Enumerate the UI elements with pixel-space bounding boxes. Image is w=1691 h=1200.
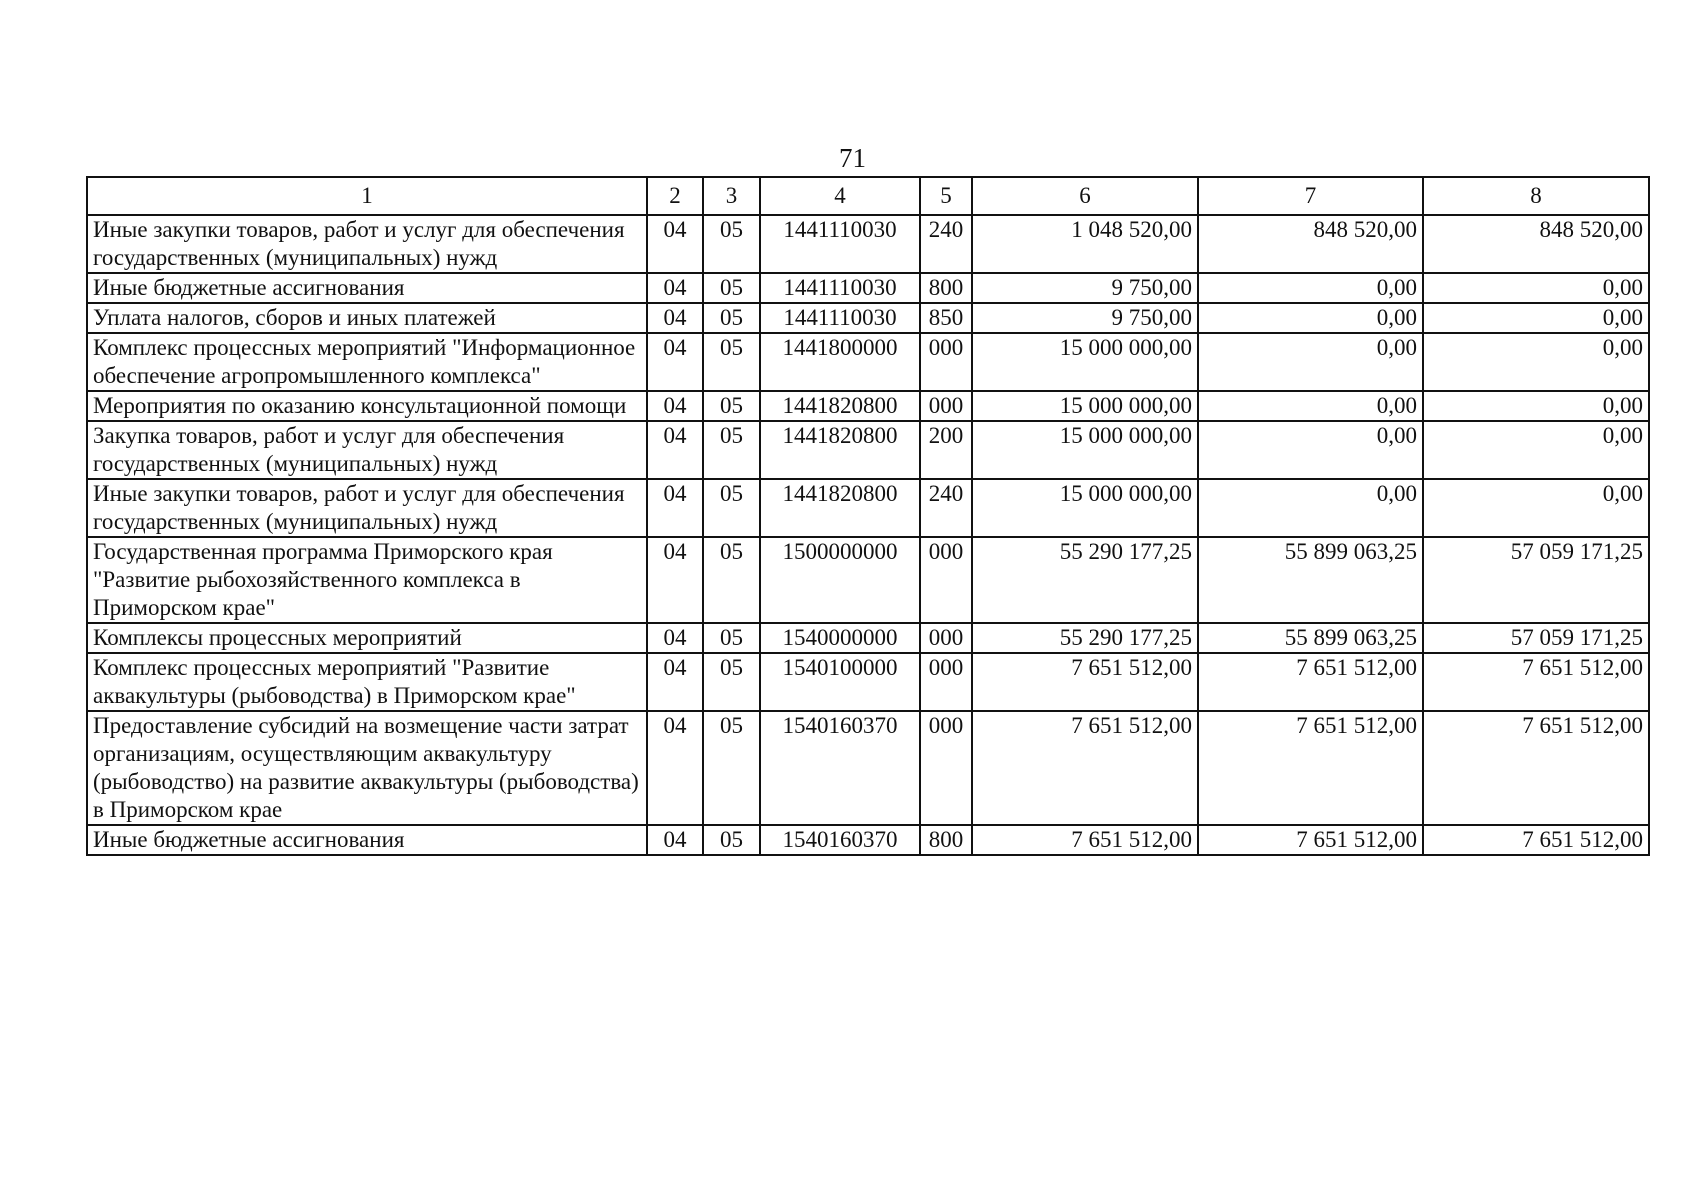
amount-col-6: 1 048 520,00 [972, 215, 1198, 273]
expense-type-code: 800 [920, 273, 972, 303]
expense-name: Комплекс процессных мероприятий "Информационное обеспечение агропромышленного комплекса" [87, 333, 647, 391]
column-header-2: 2 [647, 177, 703, 215]
expense-type-code: 000 [920, 711, 972, 825]
amount-col-8: 7 651 512,00 [1423, 653, 1649, 711]
section-code: 04 [647, 421, 703, 479]
expense-type-code: 000 [920, 537, 972, 623]
page-number: 71 [839, 143, 866, 173]
amount-col-7: 0,00 [1198, 303, 1423, 333]
target-code: 1500000000 [760, 537, 920, 623]
amount-col-8: 57 059 171,25 [1423, 623, 1649, 653]
amount-col-7: 55 899 063,25 [1198, 623, 1423, 653]
amount-col-6: 15 000 000,00 [972, 479, 1198, 537]
expense-type-code: 240 [920, 215, 972, 273]
amount-col-8: 0,00 [1423, 391, 1649, 421]
subsection-code: 05 [703, 333, 760, 391]
amount-col-8: 7 651 512,00 [1423, 711, 1649, 825]
amount-col-7: 0,00 [1198, 421, 1423, 479]
amount-col-7: 0,00 [1198, 333, 1423, 391]
table-row [87, 273, 1649, 303]
section-code: 04 [647, 333, 703, 391]
subsection-code: 05 [703, 653, 760, 711]
expense-name: Комплекс процессных мероприятий "Развитие аквакультуры (рыбоводства) в Приморском крае" [87, 653, 647, 711]
expense-type-code: 000 [920, 653, 972, 711]
target-code: 1441820800 [760, 421, 920, 479]
amount-col-7: 7 651 512,00 [1198, 825, 1423, 855]
table-row [87, 537, 1649, 623]
amount-col-6: 7 651 512,00 [972, 711, 1198, 825]
expense-type-code: 000 [920, 333, 972, 391]
table-row [87, 825, 1649, 855]
expense-name: Иные бюджетные ассигнования [87, 825, 647, 855]
expense-name: Уплата налогов, сборов и иных платежей [87, 303, 647, 333]
amount-col-6: 7 651 512,00 [972, 653, 1198, 711]
subsection-code: 05 [703, 273, 760, 303]
amount-col-7: 848 520,00 [1198, 215, 1423, 273]
expense-type-code: 200 [920, 421, 972, 479]
expense-type-code: 000 [920, 391, 972, 421]
subsection-code: 05 [703, 479, 760, 537]
expense-type-code: 850 [920, 303, 972, 333]
amount-col-7: 0,00 [1198, 479, 1423, 537]
expense-name: Закупка товаров, работ и услуг для обеспечения государственных (муниципальных) нужд [87, 421, 647, 479]
budget-table [86, 176, 1650, 856]
subsection-code: 05 [703, 421, 760, 479]
amount-col-6: 55 290 177,25 [972, 537, 1198, 623]
subsection-code: 05 [703, 391, 760, 421]
amount-col-8: 848 520,00 [1423, 215, 1649, 273]
amount-col-7: 7 651 512,00 [1198, 653, 1423, 711]
amount-col-7: 55 899 063,25 [1198, 537, 1423, 623]
expense-name: Иные закупки товаров, работ и услуг для обеспечения государственных (муниципальных) нужд [87, 215, 647, 273]
expense-name: Иные закупки товаров, работ и услуг для обеспечения государственных (муниципальных) нужд [87, 479, 647, 537]
target-code: 1540160370 [760, 825, 920, 855]
table-row [87, 333, 1649, 391]
amount-col-8: 7 651 512,00 [1423, 825, 1649, 855]
subsection-code: 05 [703, 537, 760, 623]
target-code: 1441110030 [760, 273, 920, 303]
amount-col-8: 0,00 [1423, 333, 1649, 391]
section-code: 04 [647, 825, 703, 855]
expense-name: Иные бюджетные ассигнования [87, 273, 647, 303]
amount-col-6: 15 000 000,00 [972, 391, 1198, 421]
column-header-1: 1 [87, 177, 647, 215]
table-row [87, 479, 1649, 537]
amount-col-8: 57 059 171,25 [1423, 537, 1649, 623]
column-header-8: 8 [1423, 177, 1649, 215]
table-row [87, 623, 1649, 653]
table-row [87, 711, 1649, 825]
amount-col-6: 15 000 000,00 [972, 333, 1198, 391]
expense-type-code: 240 [920, 479, 972, 537]
target-code: 1540000000 [760, 623, 920, 653]
expense-name: Предоставление субсидий на возмещение части затрат организациям, осуществляющим аквакультуру (рыбоводство) на развитие аквакультуры (рыбоводства) в Приморском крае [87, 711, 647, 825]
table-row [87, 215, 1649, 273]
expense-type-code: 000 [920, 623, 972, 653]
table-row [87, 653, 1649, 711]
header-row [87, 177, 1649, 215]
section-code: 04 [647, 537, 703, 623]
section-code: 04 [647, 273, 703, 303]
section-code: 04 [647, 653, 703, 711]
expense-name: Государственная программа Приморского края "Развитие рыбохозяйственного комплекса в Приморском крае" [87, 537, 647, 623]
amount-col-6: 9 750,00 [972, 273, 1198, 303]
amount-col-8: 0,00 [1423, 303, 1649, 333]
subsection-code: 05 [703, 303, 760, 333]
amount-col-8: 0,00 [1423, 273, 1649, 303]
column-header-7: 7 [1198, 177, 1423, 215]
table-row [87, 391, 1649, 421]
amount-col-8: 0,00 [1423, 479, 1649, 537]
target-code: 1441800000 [760, 333, 920, 391]
amount-col-6: 9 750,00 [972, 303, 1198, 333]
section-code: 04 [647, 303, 703, 333]
target-code: 1441110030 [760, 215, 920, 273]
column-header-4: 4 [760, 177, 920, 215]
subsection-code: 05 [703, 825, 760, 855]
table-row [87, 303, 1649, 333]
subsection-code: 05 [703, 215, 760, 273]
amount-col-6: 7 651 512,00 [972, 825, 1198, 855]
section-code: 04 [647, 215, 703, 273]
column-header-5: 5 [920, 177, 972, 215]
amount-col-7: 0,00 [1198, 391, 1423, 421]
table-body [87, 215, 1649, 855]
amount-col-8: 0,00 [1423, 421, 1649, 479]
expense-name: Комплексы процессных мероприятий [87, 623, 647, 653]
target-code: 1540100000 [760, 653, 920, 711]
section-code: 04 [647, 623, 703, 653]
expense-name: Мероприятия по оказанию консультационной помощи [87, 391, 647, 421]
section-code: 04 [647, 711, 703, 825]
amount-col-7: 7 651 512,00 [1198, 711, 1423, 825]
subsection-code: 05 [703, 711, 760, 825]
section-code: 04 [647, 391, 703, 421]
target-code: 1441820800 [760, 479, 920, 537]
section-code: 04 [647, 479, 703, 537]
column-header-3: 3 [703, 177, 760, 215]
target-code: 1441110030 [760, 303, 920, 333]
amount-col-6: 55 290 177,25 [972, 623, 1198, 653]
expense-type-code: 800 [920, 825, 972, 855]
amount-col-6: 15 000 000,00 [972, 421, 1198, 479]
subsection-code: 05 [703, 623, 760, 653]
column-header-6: 6 [972, 177, 1198, 215]
table-row [87, 421, 1649, 479]
target-code: 1540160370 [760, 711, 920, 825]
amount-col-7: 0,00 [1198, 273, 1423, 303]
target-code: 1441820800 [760, 391, 920, 421]
